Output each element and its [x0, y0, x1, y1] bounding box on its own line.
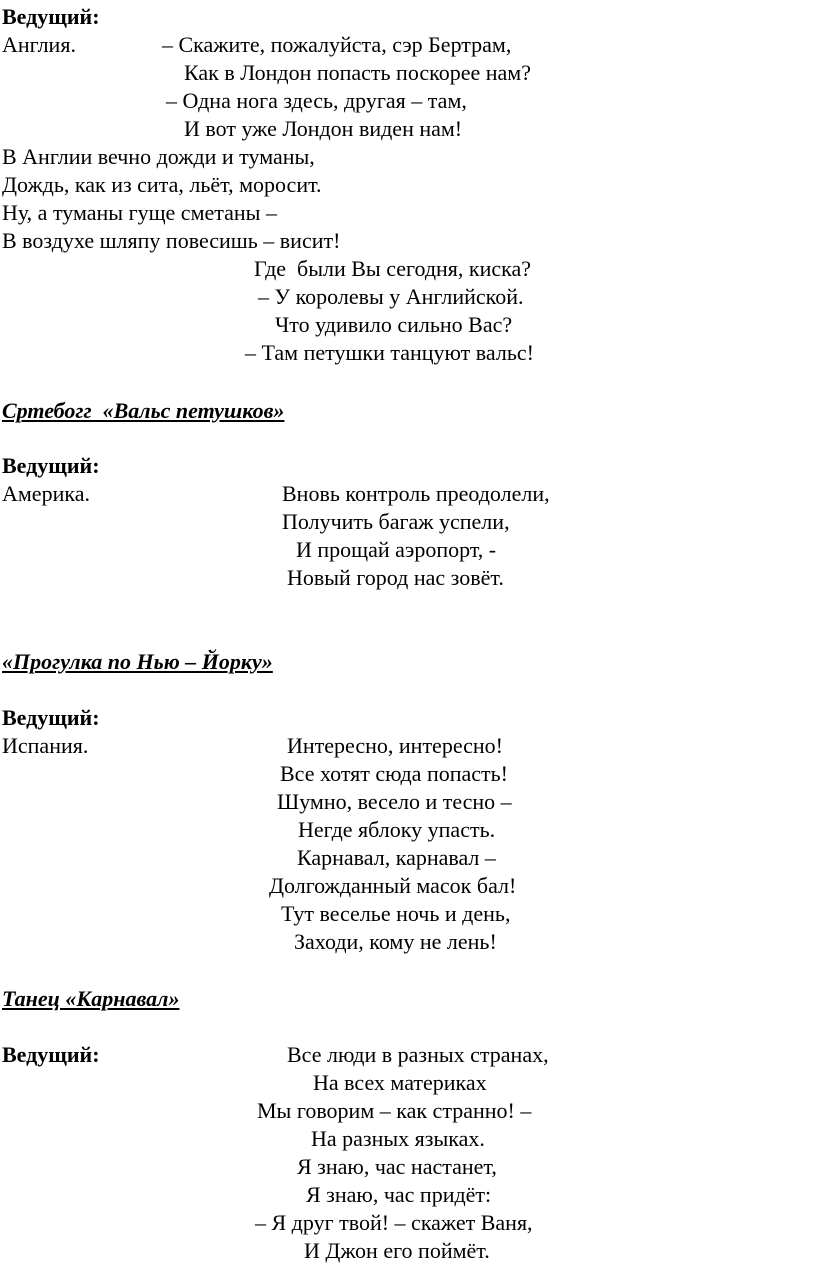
verse-line: – Одна нога здесь, другая – там,: [166, 88, 467, 113]
verse-line: – Я друг твой! – скажет Ваня,: [255, 1210, 533, 1235]
country-label: Испания.: [2, 733, 89, 758]
verse-line: Негде яблоку упасть.: [298, 817, 496, 842]
verse-line: Новый город нас зовёт.: [287, 565, 504, 590]
verse-line: Все хотят сюда попасть!: [280, 761, 508, 786]
verse-line: – У королевы у Английской.: [258, 284, 524, 309]
section-heading: Танец «Карнавал»: [2, 986, 180, 1011]
verse-line: – Скажите, пожалуйста, сэр Бертрам,: [162, 32, 512, 57]
verse-line: Все люди в разных странах,: [287, 1042, 549, 1067]
verse-line: Дождь, как из сита, льёт, моросит.: [2, 172, 322, 197]
verse-line: Карнавал, карнавал –: [297, 845, 496, 870]
speaker-label: Ведущий:: [2, 453, 100, 478]
verse-line: Как в Лондон попасть поскорее нам?: [184, 60, 531, 85]
section-heading: «Прогулка по Нью – Йорку»: [2, 649, 273, 674]
section-heading: Сртебогг «Вальс петушков»: [2, 398, 285, 423]
verse-line: В Англии вечно дожди и туманы,: [2, 144, 315, 169]
country-label: Америка.: [2, 481, 90, 506]
verse-line: Я знаю, час придёт:: [306, 1182, 492, 1207]
verse-line: И вот уже Лондон виден нам!: [184, 116, 463, 141]
verse-line: Получить багаж успели,: [282, 509, 510, 534]
verse-line: – Там петушки танцуют вальс!: [245, 340, 534, 365]
verse-line: И Джон его поймёт.: [304, 1238, 490, 1263]
verse-line: Что удивило сильно Вас?: [275, 312, 513, 337]
verse-line: Тут веселье ночь и день,: [281, 901, 511, 926]
verse-line: Я знаю, час настанет,: [297, 1154, 497, 1179]
verse-line: И прощай аэропорт, -: [296, 537, 497, 562]
verse-line: Где были Вы сегодня, киска?: [254, 256, 532, 281]
verse-line: Вновь контроль преодолели,: [282, 481, 550, 506]
verse-line: Долгожданный масок бал!: [269, 873, 517, 898]
country-label: Англия.: [2, 32, 76, 57]
speaker-label: Ведущий:: [2, 4, 100, 29]
verse-line: В воздухе шляпу повесишь – висит!: [2, 228, 341, 253]
verse-line: Заходи, кому не лень!: [294, 929, 497, 954]
verse-line: Шумно, весело и тесно –: [277, 789, 512, 814]
verse-line: На разных языках.: [311, 1126, 485, 1151]
verse-line: На всех материках: [313, 1070, 487, 1095]
verse-line: Мы говорим – как странно! –: [257, 1098, 532, 1123]
speaker-label: Ведущий:: [2, 1042, 100, 1067]
verse-line: Интересно, интересно!: [287, 733, 503, 758]
speaker-label: Ведущий:: [2, 705, 100, 730]
verse-line: Ну, а туманы гуще сметаны –: [2, 200, 277, 225]
